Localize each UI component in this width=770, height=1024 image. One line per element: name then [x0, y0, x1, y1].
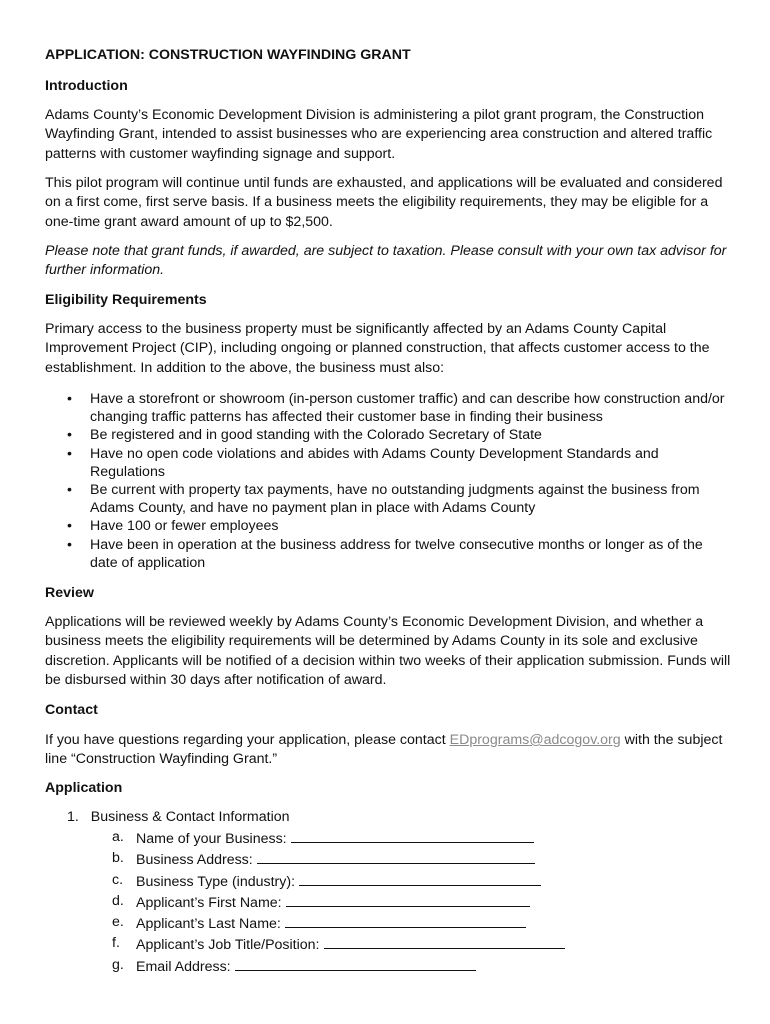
field-label: Business Address: — [136, 852, 253, 869]
form-field-last-name — [112, 913, 565, 934]
eligibility-list — [45, 390, 725, 572]
application-section-1 — [67, 808, 290, 827]
introduction-paragraph-2: This pilot program will continue until funds are exhausted, and applications will be evaluated and considered on a first come, first serve basis. If a business meets the eligibility requirements, they may be eligible for a one-time grant award amount of up to $2,500. — [45, 175, 723, 230]
list-item — [45, 426, 725, 444]
section-number: 1. — [67, 809, 79, 825]
list-item-text: Have been in operation at the business address for twelve consecutive months or longer as of the date of application — [90, 536, 703, 571]
field-label: Business Type (industry): — [136, 873, 296, 890]
form-field-email — [112, 956, 565, 977]
list-item — [45, 481, 725, 517]
field-letter: a. — [112, 829, 124, 845]
eligibility-paragraph: Primary access to the business property must be significantly affected by an Adams County Capital Improvement Project (CIP), including ongoing or planned construction, that affects customer access to the establishment. In addition to the above, the business must also: — [45, 321, 710, 376]
list-item-text: Have 100 or fewer employees — [90, 518, 279, 535]
bullet-icon: • — [67, 536, 72, 553]
introduction-heading: Introduction — [45, 78, 128, 94]
list-item-text: Have a storefront or showroom (in-person customer traffic) and can describe how construction and/or changing traffic patterns has affected their customer base in finding their business — [90, 391, 725, 426]
field-letter: d. — [112, 892, 124, 909]
field-letter: g. — [112, 956, 124, 973]
field-label: Applicant’s Last Name: — [136, 916, 281, 933]
field-letter: b. — [112, 850, 124, 867]
field-label: Email Address: — [136, 958, 231, 975]
field-letter: f. — [112, 935, 120, 952]
business-info-fields — [112, 828, 565, 977]
job-title-input[interactable] — [324, 934, 565, 949]
form-field-business-address — [112, 849, 565, 870]
application-heading: Application — [45, 780, 123, 796]
list-item-text: Be current with property tax payments, have no outstanding judgments against the business from Adams County, and have no payment plan in place with Adams County — [90, 482, 700, 517]
page-title: APPLICATION: CONSTRUCTION WAYFINDING GRANT — [45, 47, 411, 63]
bullet-icon: • — [67, 482, 72, 499]
list-item — [45, 390, 725, 426]
section-title: Business & Contact Information — [90, 809, 290, 825]
bullet-icon: • — [67, 518, 72, 535]
last-name-input[interactable] — [285, 913, 526, 928]
list-item — [45, 445, 725, 481]
form-field-job-title — [112, 934, 565, 955]
list-item — [45, 536, 725, 572]
bullet-icon: • — [67, 445, 72, 462]
review-paragraph: Applications will be reviewed weekly by Adams County’s Economic Development Division, and whether a business meets the eligibility requirements will be determined by Adams County in its sole and exclusive discretion. Applicants will be notified of a decision within two weeks of their application submission. Funds will be disbursed within 30 days after notification of award. — [45, 614, 731, 689]
field-label: Applicant’s Job Title/Position: — [136, 937, 320, 954]
business-type-input[interactable] — [299, 871, 541, 886]
email-input[interactable] — [235, 956, 476, 971]
contact-text-after: with the subject line “Construction Wayfinding Grant.” — [45, 732, 723, 768]
business-name-input[interactable] — [291, 828, 534, 843]
bullet-icon: • — [67, 391, 72, 407]
form-field-business-name — [112, 828, 565, 849]
contact-email-link[interactable]: EDprograms@adcogov.org — [449, 732, 621, 748]
contact-paragraph — [45, 731, 735, 770]
field-letter: e. — [112, 914, 124, 931]
introduction-paragraph-1: Adams County’s Economic Development Division is administering a pilot grant program, the Construction Wayfinding Grant, intended to assist businesses who are experiencing area construction and altered traffic patterns with customer wayfinding signage and support. — [45, 107, 713, 162]
business-address-input[interactable] — [257, 849, 535, 864]
contact-heading: Contact — [45, 702, 98, 718]
list-item — [45, 517, 725, 535]
taxation-note: Please note that grant funds, if awarded, are subject to taxation. Please consult with your own tax advisor for further information. — [45, 243, 727, 279]
form-field-first-name — [112, 892, 565, 913]
eligibility-heading: Eligibility Requirements — [45, 292, 207, 308]
field-label: Name of your Business: — [136, 831, 287, 847]
contact-text-before: If you have questions regarding your application, please contact — [45, 732, 450, 748]
form-field-business-type — [112, 871, 565, 892]
list-item-text: Be registered and in good standing with the Colorado Secretary of State — [90, 427, 542, 444]
list-item-text: Have no open code violations and abides with Adams County Development Standards and Regulations — [90, 445, 659, 480]
first-name-input[interactable] — [286, 892, 530, 907]
review-heading: Review — [45, 585, 94, 601]
field-letter: c. — [112, 871, 124, 888]
bullet-icon: • — [67, 427, 72, 444]
field-label: Applicant’s First Name: — [136, 894, 282, 911]
